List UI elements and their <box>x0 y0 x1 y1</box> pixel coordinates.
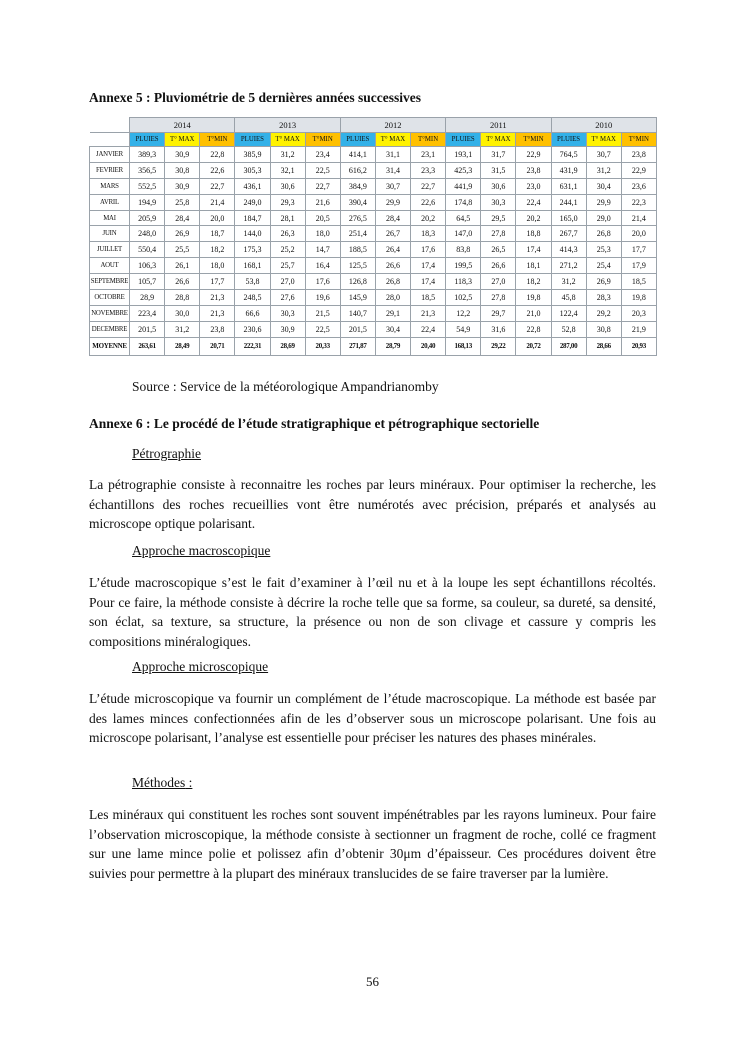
table-cell: 140,7 <box>340 305 375 321</box>
table-cell: 18,0 <box>200 258 235 274</box>
table-cell: 30,6 <box>270 178 305 194</box>
table-cell: 18,2 <box>516 274 551 290</box>
table-cell: 22,4 <box>516 194 551 210</box>
year-header: 2014 <box>130 118 235 133</box>
table-cell: 18,7 <box>200 226 235 242</box>
table-cell: 18,0 <box>305 226 340 242</box>
table-cell: 267,7 <box>551 226 586 242</box>
month-label: OCTOBRE <box>90 290 130 306</box>
table-cell: 30,8 <box>165 162 200 178</box>
sub-header-pluies: PLUIES <box>551 133 586 147</box>
table-source: Source : Service de la météorologique Ampandrianomby <box>132 379 439 394</box>
section-paragraph: La pétrographie consiste à reconnaitre les roches par leurs minéraux. Pour optimiser la recherche, les échantillons des roches recueillies vont être numérotés avec précision, préparés et analysés au microscope optique polarisant. <box>89 477 656 531</box>
month-label: MAI <box>90 210 130 226</box>
table-cell: 147,0 <box>446 226 481 242</box>
table-cell: 23,6 <box>621 178 656 194</box>
section-paragraph: L’étude microscopique va fournir un complément de l’étude macroscopique. La méthode est basée par des lames minces confectionnées afin de les d’observer sous un microscope polarisant. Une fois au microscope polarisant, l’analyse est essentielle pour préciser les natures des phases minérales. <box>89 691 656 745</box>
month-label: JANVIER <box>90 147 130 163</box>
table-cell: 32,1 <box>270 162 305 178</box>
table-cell: 105,7 <box>130 274 165 290</box>
table-row <box>90 274 657 290</box>
table-cell: 27,8 <box>481 226 516 242</box>
table-cell: 21,4 <box>621 210 656 226</box>
table-cell: 17,4 <box>411 258 446 274</box>
table-cell: 188,5 <box>340 242 375 258</box>
table-cell: 248,0 <box>130 226 165 242</box>
table-cell: 20,0 <box>621 226 656 242</box>
average-cell: 271,87 <box>340 337 375 355</box>
table-cell: 631,1 <box>551 178 586 194</box>
table-cell: 29,9 <box>586 194 621 210</box>
table-cell: 19,8 <box>516 290 551 306</box>
table-cell: 168,1 <box>235 258 270 274</box>
table-cell: 25,7 <box>270 258 305 274</box>
table-cell: 18,1 <box>516 258 551 274</box>
year-header-row <box>90 118 657 133</box>
sub-header-tmax: T° MAX <box>481 133 516 147</box>
table-cell: 21,9 <box>621 321 656 337</box>
average-label: MOYENNE <box>90 337 130 355</box>
table-cell: 414,1 <box>340 147 375 163</box>
average-cell: 20,33 <box>305 337 340 355</box>
table-cell: 28,8 <box>165 290 200 306</box>
sub-header-tmin: T°MIN <box>516 133 551 147</box>
month-label: JUILLET <box>90 242 130 258</box>
table-cell: 12,2 <box>446 305 481 321</box>
year-header: 2010 <box>551 118 656 133</box>
average-cell: 28,49 <box>165 337 200 355</box>
year-header: 2011 <box>446 118 551 133</box>
table-cell: 19,8 <box>621 290 656 306</box>
average-cell: 20,72 <box>516 337 551 355</box>
average-cell: 20,40 <box>411 337 446 355</box>
table-cell: 25,3 <box>586 242 621 258</box>
table-cell: 26,9 <box>165 226 200 242</box>
table-cell: 385,9 <box>235 147 270 163</box>
table-cell: 29,9 <box>375 194 410 210</box>
table-cell: 356,5 <box>130 162 165 178</box>
table-cell: 23,8 <box>621 147 656 163</box>
sub-header-tmax: T° MAX <box>375 133 410 147</box>
year-header: 2012 <box>340 118 445 133</box>
section-heading-macroscopique <box>132 543 270 559</box>
table-cell: 28,1 <box>270 210 305 226</box>
average-cell: 20,93 <box>621 337 656 355</box>
corner-cell <box>90 133 130 147</box>
table-cell: 26,1 <box>165 258 200 274</box>
table-cell: 22,6 <box>411 194 446 210</box>
month-label: AOUT <box>90 258 130 274</box>
table-cell: 30,4 <box>586 178 621 194</box>
table-cell: 22,7 <box>200 178 235 194</box>
table-cell: 184,7 <box>235 210 270 226</box>
table-cell: 26,6 <box>375 258 410 274</box>
table-cell: 27,8 <box>481 290 516 306</box>
table-cell: 21,4 <box>200 194 235 210</box>
sub-header-pluies: PLUIES <box>340 133 375 147</box>
sub-header-tmax: T° MAX <box>270 133 305 147</box>
sub-header-tmin: T°MIN <box>305 133 340 147</box>
table-cell: 31,2 <box>270 147 305 163</box>
table-row <box>90 321 657 337</box>
annex6-heading: Annexe 6 : Le procédé de l’étude stratigraphique et pétrographique sectorielle <box>89 416 540 431</box>
table-cell: 276,5 <box>340 210 375 226</box>
table-cell: 28,4 <box>375 210 410 226</box>
page-number: 56 <box>366 974 379 989</box>
table-cell: 21,5 <box>305 305 340 321</box>
table-row <box>90 162 657 178</box>
table-cell: 30,7 <box>586 147 621 163</box>
table-row <box>90 210 657 226</box>
average-cell: 263,61 <box>130 337 165 355</box>
section-heading-text: Méthodes <box>132 775 186 790</box>
table-cell: 122,4 <box>551 305 586 321</box>
table-cell: 23,3 <box>411 162 446 178</box>
table-cell: 22,5 <box>305 162 340 178</box>
table-cell: 431,9 <box>551 162 586 178</box>
table-cell: 18,8 <box>516 226 551 242</box>
month-label: JUIN <box>90 226 130 242</box>
table-cell: 30,9 <box>165 147 200 163</box>
table-cell: 23,4 <box>305 147 340 163</box>
sub-header-pluies: PLUIES <box>235 133 270 147</box>
table-cell: 30,4 <box>375 321 410 337</box>
section-heading-petrographie <box>132 446 201 462</box>
table-cell: 31,2 <box>165 321 200 337</box>
table-cell: 106,3 <box>130 258 165 274</box>
table-cell: 30,6 <box>481 178 516 194</box>
section-paragraph: Les minéraux qui constituent les roches sont souvent impénétrables par les rayons lumineux. Pour faire l’observation microscopique, la méthode consiste à sectionner un fragment de roche, collé ce fragment sur une lame mince polie et polissez afin d’obtenir 30μm d’épaisseur. Ces procédures doivent être suivies pour permettre à la plupart des minéraux translucides de se faire traverser par la lumière. <box>89 807 656 881</box>
table-cell: 26,7 <box>375 226 410 242</box>
month-label: MARS <box>90 178 130 194</box>
table-cell: 205,9 <box>130 210 165 226</box>
table-cell: 26,8 <box>375 274 410 290</box>
table-cell: 31,1 <box>375 147 410 163</box>
average-cell: 287,00 <box>551 337 586 355</box>
sub-header-tmin: T°MIN <box>621 133 656 147</box>
table-row <box>90 305 657 321</box>
table-cell: 616,2 <box>340 162 375 178</box>
table-row <box>90 194 657 210</box>
sub-header-tmax: T° MAX <box>586 133 621 147</box>
table-row <box>90 147 657 163</box>
average-cell: 168,13 <box>446 337 481 355</box>
table-cell: 165,0 <box>551 210 586 226</box>
table-cell: 22,8 <box>516 321 551 337</box>
table-cell: 126,8 <box>340 274 375 290</box>
table-cell: 193,1 <box>446 147 481 163</box>
table-cell: 30,0 <box>165 305 200 321</box>
table-cell: 31,2 <box>586 162 621 178</box>
table-cell: 29,5 <box>481 210 516 226</box>
average-cell: 20,71 <box>200 337 235 355</box>
table-cell: 30,9 <box>165 178 200 194</box>
section-heading-text: Approche macroscopique <box>132 543 271 558</box>
table-cell: 29,3 <box>270 194 305 210</box>
table-row <box>90 258 657 274</box>
table-cell: 20,5 <box>305 210 340 226</box>
table-cell: 118,3 <box>446 274 481 290</box>
table-cell: 23,8 <box>516 162 551 178</box>
table-cell: 17,7 <box>621 242 656 258</box>
average-cell: 29,22 <box>481 337 516 355</box>
average-row <box>90 337 657 355</box>
table-cell: 27,0 <box>270 274 305 290</box>
table-cell: 26,6 <box>481 258 516 274</box>
table-cell: 223,4 <box>130 305 165 321</box>
table-cell: 26,4 <box>375 242 410 258</box>
month-label: DECEMBRE <box>90 321 130 337</box>
sub-header-row <box>90 133 657 147</box>
table-cell: 384,9 <box>340 178 375 194</box>
annex5-heading: Annexe 5 : Pluviométrie de 5 dernières années successives <box>89 90 421 105</box>
table-cell: 17,4 <box>516 242 551 258</box>
table-cell: 22,4 <box>411 321 446 337</box>
table-cell: 414,3 <box>551 242 586 258</box>
table-cell: 30,3 <box>481 194 516 210</box>
section-heading-text: Approche microscopique <box>132 659 269 674</box>
table-cell: 28,0 <box>375 290 410 306</box>
table-cell: 18,2 <box>200 242 235 258</box>
table-cell: 26,3 <box>270 226 305 242</box>
table-cell: 54,9 <box>446 321 481 337</box>
table-cell: 21,3 <box>200 305 235 321</box>
table-cell: 22,7 <box>411 178 446 194</box>
table-cell: 25,8 <box>165 194 200 210</box>
table-cell: 29,1 <box>375 305 410 321</box>
table-cell: 194,9 <box>130 194 165 210</box>
table-cell: 29,7 <box>481 305 516 321</box>
rainfall-table-container <box>89 117 656 351</box>
table-cell: 23,1 <box>411 147 446 163</box>
table-cell: 21,3 <box>411 305 446 321</box>
table-cell: 249,0 <box>235 194 270 210</box>
table-cell: 17,4 <box>411 274 446 290</box>
table-cell: 244,1 <box>551 194 586 210</box>
average-cell: 28,69 <box>270 337 305 355</box>
table-cell: 251,4 <box>340 226 375 242</box>
table-cell: 125,5 <box>340 258 375 274</box>
sub-header-tmin: T°MIN <box>411 133 446 147</box>
table-cell: 552,5 <box>130 178 165 194</box>
table-cell: 145,9 <box>340 290 375 306</box>
table-cell: 27,6 <box>270 290 305 306</box>
table-cell: 425,3 <box>446 162 481 178</box>
table-cell: 23,8 <box>200 321 235 337</box>
table-cell: 31,4 <box>375 162 410 178</box>
table-cell: 25,4 <box>586 258 621 274</box>
table-cell: 436,1 <box>235 178 270 194</box>
table-cell: 20,0 <box>200 210 235 226</box>
table-cell: 201,5 <box>130 321 165 337</box>
table-cell: 26,6 <box>165 274 200 290</box>
sub-header-tmin: T°MIN <box>200 133 235 147</box>
table-cell: 26,5 <box>481 242 516 258</box>
table-cell: 22,9 <box>516 147 551 163</box>
table-cell: 17,7 <box>200 274 235 290</box>
table-cell: 175,3 <box>235 242 270 258</box>
sub-header-tmax: T° MAX <box>165 133 200 147</box>
table-cell: 248,5 <box>235 290 270 306</box>
table-cell: 64,5 <box>446 210 481 226</box>
table-cell: 271,2 <box>551 258 586 274</box>
table-cell: 16,4 <box>305 258 340 274</box>
table-cell: 390,4 <box>340 194 375 210</box>
heading-colon: : <box>185 775 193 790</box>
table-cell: 26,8 <box>586 226 621 242</box>
table-cell: 18,3 <box>411 226 446 242</box>
table-cell: 14,7 <box>305 242 340 258</box>
table-cell: 17,6 <box>305 274 340 290</box>
table-cell: 17,9 <box>621 258 656 274</box>
section-heading-text: Pétrographie <box>132 446 201 461</box>
table-cell: 17,6 <box>411 242 446 258</box>
sub-header-pluies: PLUIES <box>446 133 481 147</box>
table-cell: 201,5 <box>340 321 375 337</box>
section-heading-methodes <box>132 775 192 791</box>
table-cell: 22,8 <box>200 147 235 163</box>
table-cell: 22,5 <box>305 321 340 337</box>
table-cell: 22,9 <box>621 162 656 178</box>
table-row <box>90 226 657 242</box>
table-cell: 18,5 <box>411 290 446 306</box>
section-heading-microscopique <box>132 659 268 675</box>
table-cell: 21,3 <box>200 290 235 306</box>
table-cell: 29,0 <box>586 210 621 226</box>
rainfall-table-body <box>90 147 657 356</box>
table-cell: 66,6 <box>235 305 270 321</box>
table-cell: 45,8 <box>551 290 586 306</box>
table-cell: 764,5 <box>551 147 586 163</box>
table-cell: 27,0 <box>481 274 516 290</box>
table-cell: 144,0 <box>235 226 270 242</box>
table-cell: 25,5 <box>165 242 200 258</box>
table-cell: 199,5 <box>446 258 481 274</box>
table-cell: 22,3 <box>621 194 656 210</box>
table-cell: 83,8 <box>446 242 481 258</box>
year-header: 2013 <box>235 118 340 133</box>
table-cell: 20,2 <box>516 210 551 226</box>
table-cell: 28,4 <box>165 210 200 226</box>
table-cell: 21,6 <box>305 194 340 210</box>
table-cell: 30,3 <box>270 305 305 321</box>
table-cell: 230,6 <box>235 321 270 337</box>
corner-cell <box>90 118 130 133</box>
table-cell: 31,5 <box>481 162 516 178</box>
table-cell: 550,4 <box>130 242 165 258</box>
table-cell: 20,2 <box>411 210 446 226</box>
table-cell: 22,7 <box>305 178 340 194</box>
month-label: FEVRIER <box>90 162 130 178</box>
table-cell: 25,2 <box>270 242 305 258</box>
table-cell: 30,9 <box>270 321 305 337</box>
table-cell: 102,5 <box>446 290 481 306</box>
table-cell: 31,6 <box>481 321 516 337</box>
table-row <box>90 290 657 306</box>
table-cell: 52,8 <box>551 321 586 337</box>
table-cell: 30,7 <box>375 178 410 194</box>
table-cell: 21,0 <box>516 305 551 321</box>
section-paragraph: L’étude macroscopique s’est le fait d’examiner à l’œil nu et à la loupe les sept échantillons récoltés. Pour ce faire, la méthode consiste à décrire la roche telle que sa forme, sa couleur, sa dureté, sa densité, son éclat, sa texture, sa structure, la présence ou non de son clivage et cassure y compris les compositions minéralogiques. <box>89 575 656 649</box>
table-cell: 441,9 <box>446 178 481 194</box>
average-cell: 28,79 <box>375 337 410 355</box>
table-cell: 22,6 <box>200 162 235 178</box>
table-cell: 28,9 <box>130 290 165 306</box>
month-label: SEPTEMBRE <box>90 274 130 290</box>
table-cell: 31,7 <box>481 147 516 163</box>
table-cell: 29,2 <box>586 305 621 321</box>
table-cell: 30,8 <box>586 321 621 337</box>
table-cell: 389,3 <box>130 147 165 163</box>
rainfall-table <box>89 117 657 356</box>
table-cell: 23,0 <box>516 178 551 194</box>
month-label: AVRIL <box>90 194 130 210</box>
average-cell: 28,66 <box>586 337 621 355</box>
table-cell: 20,3 <box>621 305 656 321</box>
table-cell: 31,2 <box>551 274 586 290</box>
month-label: NOVEMBRE <box>90 305 130 321</box>
table-cell: 305,3 <box>235 162 270 178</box>
table-cell: 19,6 <box>305 290 340 306</box>
table-cell: 28,3 <box>586 290 621 306</box>
average-cell: 222,31 <box>235 337 270 355</box>
table-cell: 18,5 <box>621 274 656 290</box>
table-row <box>90 242 657 258</box>
sub-header-pluies: PLUIES <box>130 133 165 147</box>
table-row <box>90 178 657 194</box>
table-cell: 53,8 <box>235 274 270 290</box>
table-cell: 174,8 <box>446 194 481 210</box>
table-cell: 26,9 <box>586 274 621 290</box>
